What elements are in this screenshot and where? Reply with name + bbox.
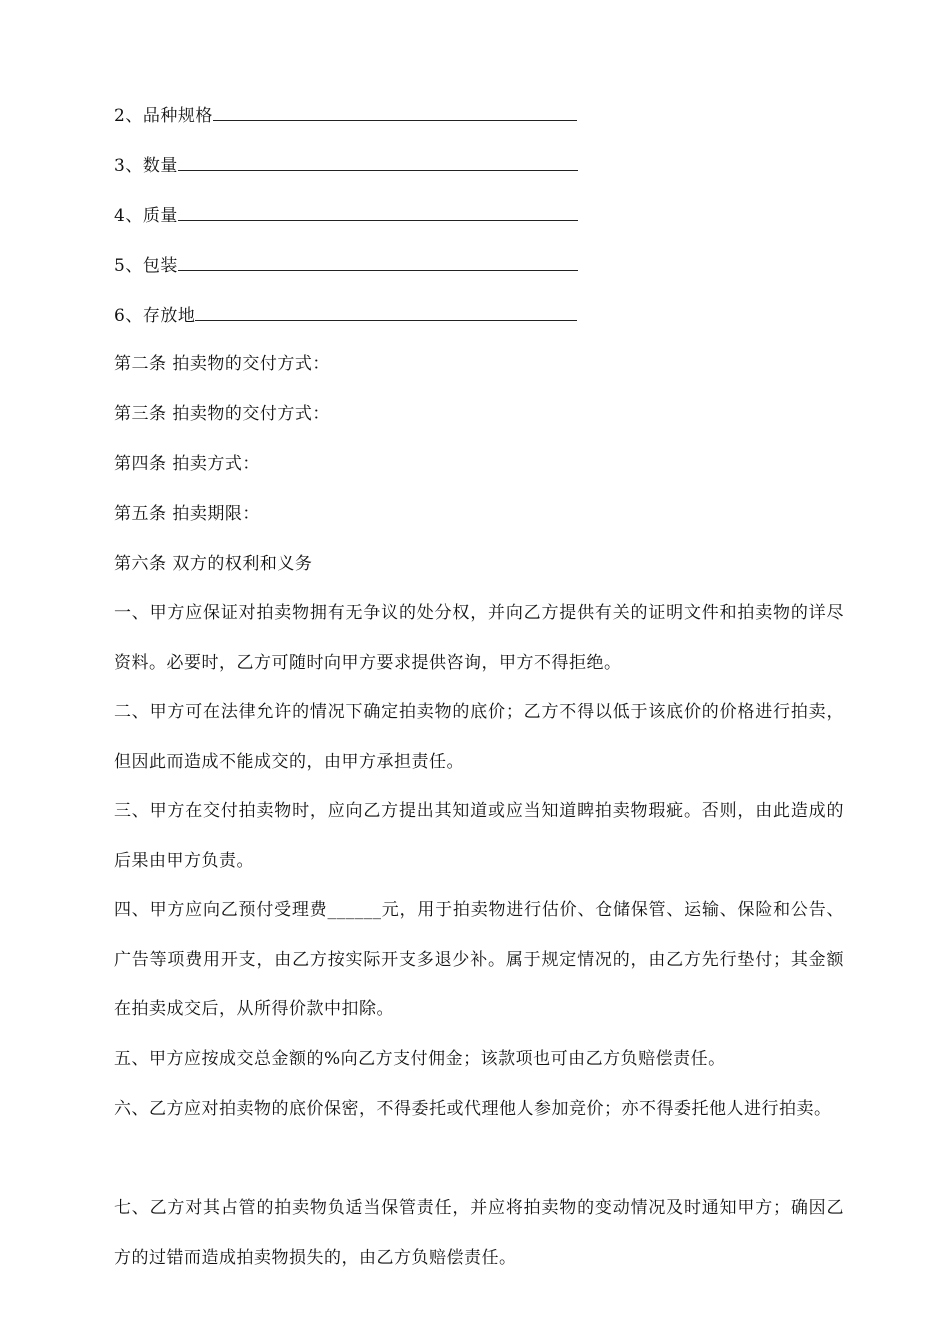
clause-six: 六、乙方应对拍卖物的底价保密，不得委托或代理他人参加竞价；亦不得委托他人进行拍卖。 xyxy=(114,1099,832,1119)
item-label: 6、存放地 xyxy=(114,306,196,326)
fill-blank xyxy=(178,253,578,271)
item-line-quantity xyxy=(114,153,578,177)
fill-blank xyxy=(178,153,578,171)
item-line-quality xyxy=(114,203,578,227)
item-line-variety xyxy=(114,103,577,127)
clause-one: 一、甲方应保证对拍卖物拥有无争议的处分权，并向乙方提供有关的证明文件和拍卖物的详尽资料。必要时，乙方可随时向甲方要求提供咨询，甲方不得拒绝。 xyxy=(114,603,844,673)
item-line-storage xyxy=(114,303,577,327)
item-label: 5、包装 xyxy=(114,256,178,276)
clause-two: 二、甲方可在法律允许的情况下确定拍卖物的底价；乙方不得以低于该底价的价格进行拍卖，但因此而造成不能成交的，由甲方承担责任。 xyxy=(114,702,844,772)
item-label: 3、数量 xyxy=(114,156,178,176)
clause-seven: 七、乙方对其占管的拍卖物负适当保管责任，并应将拍卖物的变动情况及时通知甲方；确因乙方的过错而造成拍卖物损失的，由乙方负赔偿责任。 xyxy=(114,1198,844,1268)
article-three: 第三条 拍卖物的交付方式： xyxy=(114,404,330,424)
article-two: 第二条 拍卖物的交付方式： xyxy=(114,354,330,374)
item-label: 2、品种规格 xyxy=(114,106,213,126)
article-four: 第四条 拍卖方式： xyxy=(114,454,260,474)
fill-blank xyxy=(213,103,577,121)
fill-blank xyxy=(178,203,578,221)
item-label: 4、质量 xyxy=(114,206,178,226)
clause-three: 三、甲方在交付拍卖物时，应向乙方提出其知道或应当知道睥拍卖物瑕疵。否则，由此造成的后果由甲方负责。 xyxy=(114,801,844,871)
item-line-packaging xyxy=(114,253,578,277)
article-five: 第五条 拍卖期限： xyxy=(114,504,260,524)
clause-five: 五、甲方应按成交总金额的%向乙方支付佣金；该款项也可由乙方负赔偿责任。 xyxy=(114,1049,726,1069)
clause-four: 四、甲方应向乙预付受理费______元，用于拍卖物进行估价、仓储保管、运输、保险和公告、广告等项费用开支，由乙方按实际开支多退少补。属于规定情况的，由乙方先行垫付；其金额在拍卖成交后，从所得价款中扣除。 xyxy=(114,900,844,1019)
article-six: 第六条 双方的权利和义务 xyxy=(114,554,313,574)
fill-blank xyxy=(195,303,577,321)
